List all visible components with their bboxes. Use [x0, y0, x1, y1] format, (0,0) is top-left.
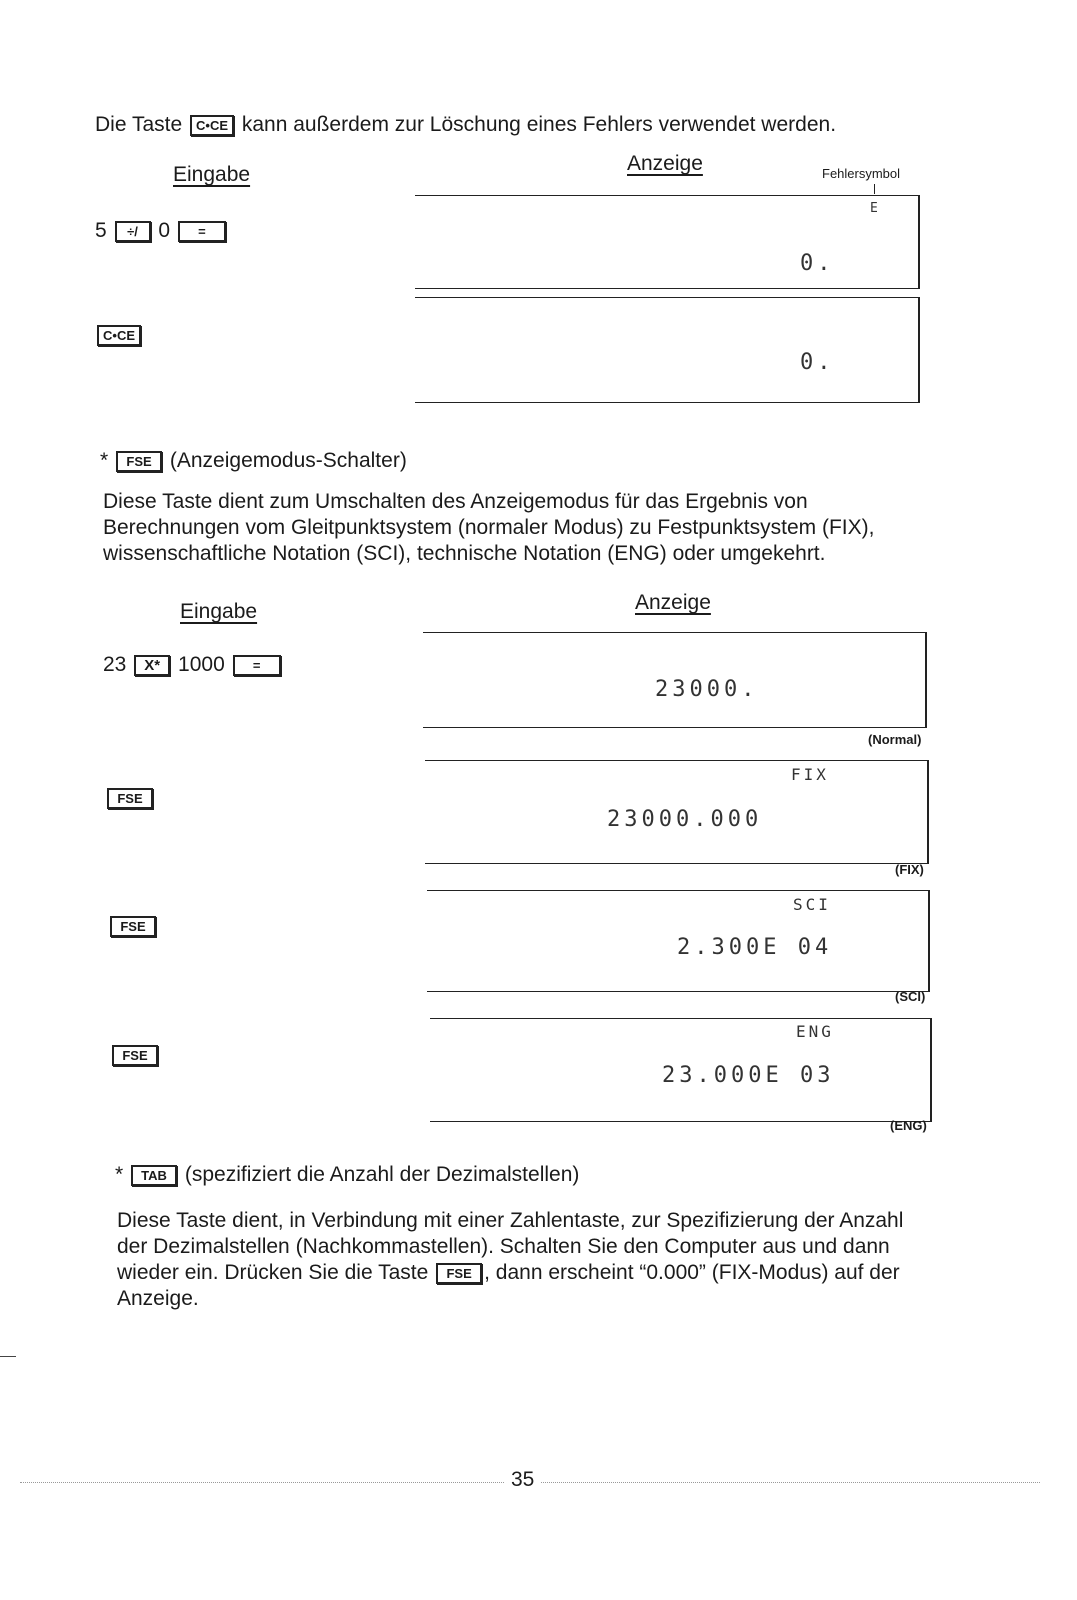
display-top-line — [427, 890, 928, 891]
input-row-eng — [110, 1042, 160, 1068]
error-symbol-label: Fehlersymbol — [822, 166, 901, 181]
display-cleared — [415, 297, 920, 403]
display-bottom-line — [425, 863, 929, 864]
bullet: * — [100, 449, 109, 472]
intro-line — [95, 112, 836, 138]
display-value: 0. — [800, 251, 835, 276]
mode-indicator: ENG — [796, 1022, 834, 1041]
tab-description-text-end: , dann erscheint “0.000” (FIX-Modus) auf der Anzeige. — [117, 1261, 900, 1310]
fse-key: FSE — [116, 451, 162, 472]
display-eng — [430, 1018, 932, 1122]
fse-key: FSE — [107, 788, 153, 809]
display-top-line — [430, 1018, 930, 1019]
multiply-key: X* — [134, 655, 170, 676]
cce-key: C•CE — [97, 325, 141, 346]
error-pointer-line — [874, 184, 875, 194]
equals-key: = — [233, 655, 281, 676]
fse-description: Diese Taste dient zum Umschalten des Anzeigemodus für das Ergebnis von Berechnungen vom Gleitpunktsystem (normaler Modus) zu Festpunktsystem (FIX), wissenschaftliche Notation (SCI), technische Notation (ENG) oder umgekehrt. — [103, 490, 875, 565]
mode-indicator: SCI — [793, 895, 831, 914]
divide-key: ÷/ — [115, 221, 151, 242]
display-top-line — [425, 760, 927, 761]
bullet: * — [115, 1163, 124, 1186]
display-bottom-line — [430, 1121, 932, 1122]
mode-label: (ENG) — [890, 1118, 927, 1133]
display-bottom-line — [415, 288, 920, 289]
input-number: 23 — [103, 653, 127, 676]
mode-indicator: FIX — [791, 765, 829, 784]
input-row-fix — [105, 785, 155, 811]
input-row-1 — [95, 218, 228, 244]
intro-text-pre: Die Taste — [95, 113, 183, 136]
fse-key: FSE — [110, 916, 156, 937]
intro-text-post: kann außerdem zur Löschung eines Fehlers verwendet werden. — [241, 113, 837, 136]
tab-title: (spezifiziert die Anzahl der Dezimalstellen) — [184, 1163, 580, 1186]
display-top-line — [423, 632, 925, 633]
display-bottom-line — [423, 727, 927, 728]
display-fix — [425, 760, 929, 864]
display-sci — [427, 890, 930, 992]
display-value: 0. — [800, 350, 835, 375]
heading-eingabe-2: Eingabe — [180, 600, 258, 623]
display-bottom-line — [427, 991, 930, 992]
cce-key: C•CE — [190, 115, 234, 136]
display-normal — [423, 632, 927, 728]
input-row-2 — [95, 322, 143, 348]
input-row-sci — [108, 913, 158, 939]
heading-eingabe-1: Eingabe — [173, 163, 251, 186]
fse-key: FSE — [112, 1045, 158, 1066]
error-indicator: E — [870, 201, 881, 216]
display-error — [415, 195, 920, 289]
heading-anzeige-1: Anzeige — [627, 152, 703, 175]
tab-heading — [115, 1162, 579, 1188]
page-number: 35 — [505, 1468, 540, 1492]
display-value: 2.300E 04 — [677, 935, 833, 960]
fse-key: FSE — [436, 1263, 482, 1284]
display-bottom-line — [415, 402, 920, 403]
display-top-line — [415, 297, 918, 298]
input-number: 0 — [158, 219, 171, 242]
input-number: 1000 — [178, 653, 225, 676]
tab-description-text: Diese Taste dient, in Verbindung mit einer Zahlentaste, zur Spezifizierung der Anzahl der Dezimalstellen (Nachkommastellen). Schalten Sie den Computer aus und dann wieder ein. Drücken Sie die Taste — [117, 1209, 904, 1284]
input-number: 5 — [95, 219, 107, 242]
tab-description — [117, 1208, 917, 1312]
margin-mark — [0, 1356, 16, 1357]
mode-label: (Normal) — [868, 732, 922, 747]
display-value: 23000.000 — [607, 807, 763, 832]
display-top-line — [415, 195, 918, 196]
fse-title: (Anzeigemodus-Schalter) — [169, 449, 407, 472]
mode-label: (FIX) — [895, 862, 924, 877]
display-value: 23000. — [655, 677, 759, 702]
fse-heading — [100, 448, 407, 474]
mode-label: (SCI) — [895, 989, 926, 1004]
tab-key: TAB — [131, 1165, 177, 1186]
display-value: 23.000E 03 — [662, 1063, 835, 1088]
equals-key: = — [178, 221, 226, 242]
heading-anzeige-2: Anzeige — [635, 591, 711, 614]
input-row-normal — [103, 652, 283, 678]
